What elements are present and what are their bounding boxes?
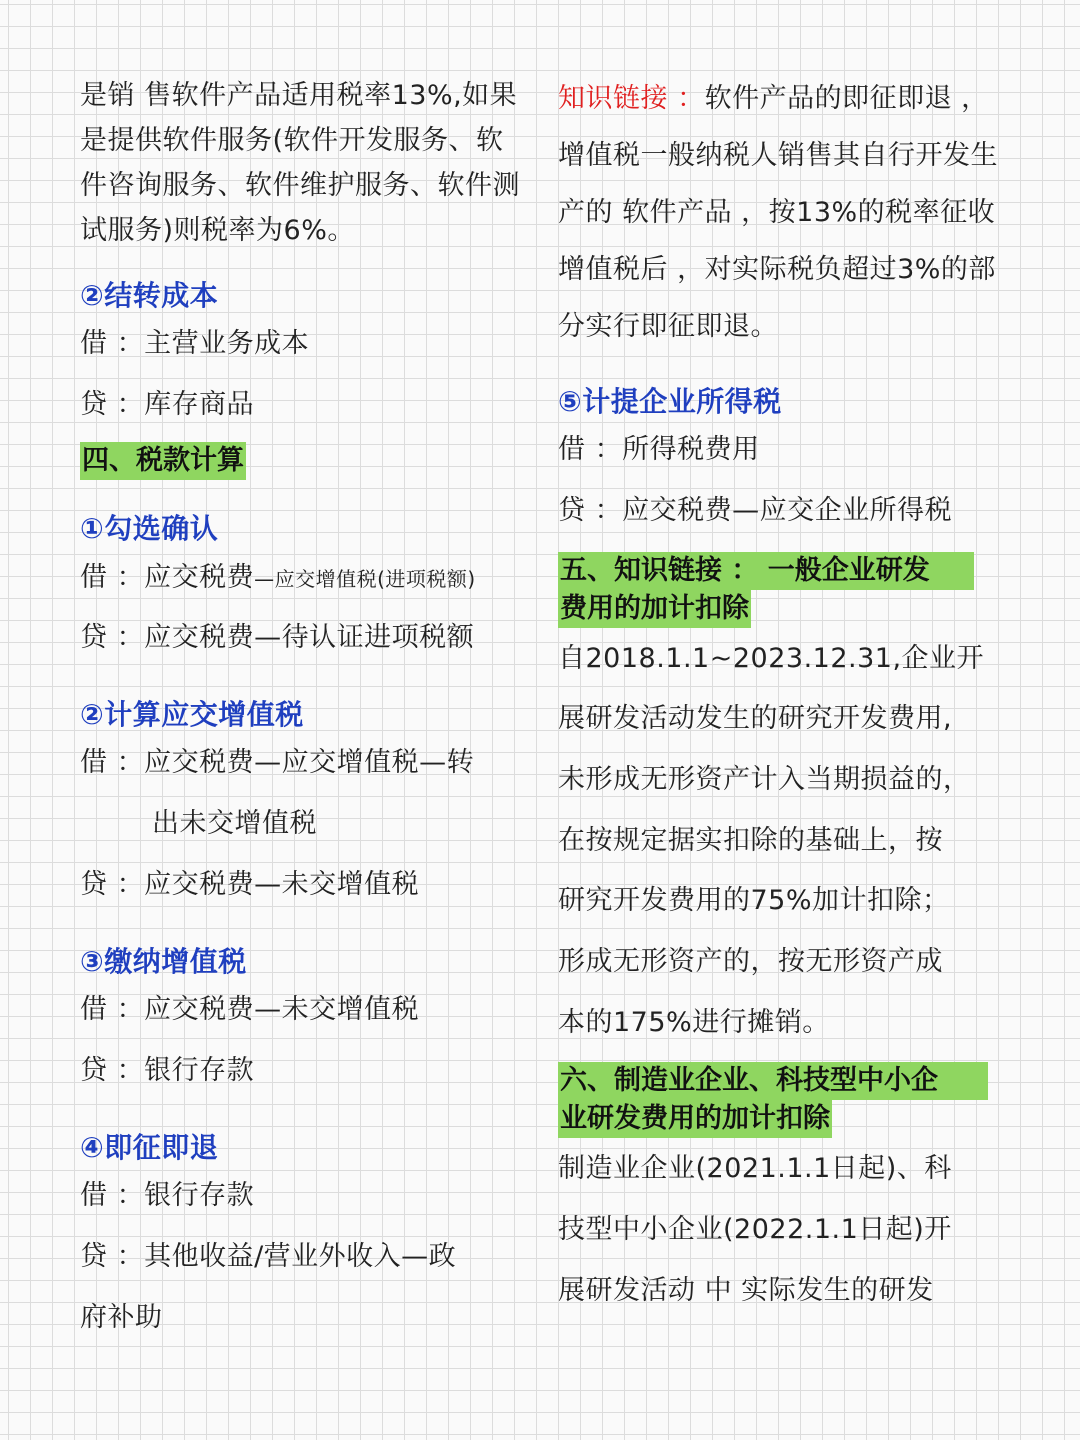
rd-body-line-2: 展研发活动发生的研究开发费用, [558, 703, 953, 734]
section-heading-rd-deduction-cont: 费用的加计扣除 [558, 590, 751, 628]
section-heading-tax-calc: 四、税款计算 [80, 442, 246, 480]
entry-credit: 贷 ：库存商品 [80, 389, 255, 420]
rd-body-line-6: 形成无形资产的，按无形资产成 [558, 946, 943, 977]
entry-credit: 贷 ：应交税费—待认证进项税额 [80, 622, 475, 653]
heading-pay-vat: ③缴纳增值税 [80, 945, 247, 978]
rd-body-line-5: 研究开发费用的75%加计扣除； [558, 885, 950, 916]
knowledge-link-line-1: 知识链接 ：软件产品的即征即退 ， [558, 83, 989, 114]
entry-credit: 贷 ：应交税费—应交企业所得税 [558, 495, 953, 526]
section-heading-rd-deduction: 五、知识链接 ： 一般企业研发 [558, 552, 974, 590]
entry-debit: 借 ：应交税费—未交增值税 [80, 994, 420, 1025]
sme-body-line-3: 展研发活动 中 实际发生的研发 [558, 1275, 934, 1306]
entry-debit: 借 ：应交税费—应交增值税(进项税额) [80, 562, 476, 593]
rd-body-line-4: 在按规定据实扣除的基础上，按 [558, 825, 943, 856]
section-heading-sme-rd-cont: 业研发费用的加计扣除 [558, 1100, 832, 1138]
rd-body-line-1: 自2018.1.1~2023.12.31,企业开 [558, 643, 985, 674]
intro-line-1: 是销 售软件产品适用税率13%,如果 [80, 80, 518, 111]
section-heading-sme-rd: 六、制造业企业、科技型中小企 [558, 1062, 988, 1100]
entry-debit: 借 ：银行存款 [80, 1180, 255, 1211]
heading-transfer-cost: ②结转成本 [80, 279, 219, 312]
heading-check-confirm: ①勾选确认 [80, 512, 219, 545]
knowledge-link-line-3: 产的 软件产品 ，按13%的税率征收 [558, 197, 996, 228]
sme-body-line-1: 制造业企业(2021.1.1日起)、科 [558, 1153, 952, 1184]
entry-credit: 贷 ：银行存款 [80, 1055, 255, 1086]
entry-debit: 借 ：所得税费用 [558, 434, 760, 465]
intro-line-2: 是提供软件服务(软件开发服务、软 [80, 125, 504, 156]
heading-refund: ④即征即退 [80, 1131, 219, 1164]
intro-line-3: 件咨询服务、软件维护服务、软件测 [80, 170, 520, 201]
rd-body-line-7: 本的175%进行摊销。 [558, 1007, 830, 1038]
knowledge-link-label: 知识链接 [558, 83, 668, 114]
entry-debit: 借 ：应交税费—应交增值税—转 [80, 747, 475, 778]
knowledge-link-line-2: 增值税一般纳税人销售其自行开发生 [558, 140, 998, 171]
heading-calc-vat: ②计算应交增值税 [80, 698, 304, 731]
rd-body-line-3: 未形成无形资产计入当期损益的， [558, 764, 971, 795]
heading-income-tax: ⑤计提企业所得税 [558, 385, 782, 418]
sme-body-line-2: 技型中小企业(2022.1.1日起)开 [558, 1214, 952, 1245]
entry-credit: 贷 ：其他收益/营业外收入—政 [80, 1241, 457, 1272]
knowledge-link-line-5: 分实行即征即退。 [558, 311, 778, 342]
entry-credit: 贷 ：应交税费—未交增值税 [80, 869, 420, 900]
entry-credit-cont: 府补助 [80, 1302, 163, 1333]
entry-debit-cont: 出未交增值税 [152, 808, 317, 839]
entry-debit: 借 ：主营业务成本 [80, 328, 310, 359]
intro-line-4: 试服务)则税率为6%。 [80, 215, 355, 246]
knowledge-link-line-4: 增值税后 ，对实际税负超过3%的部 [558, 254, 996, 285]
